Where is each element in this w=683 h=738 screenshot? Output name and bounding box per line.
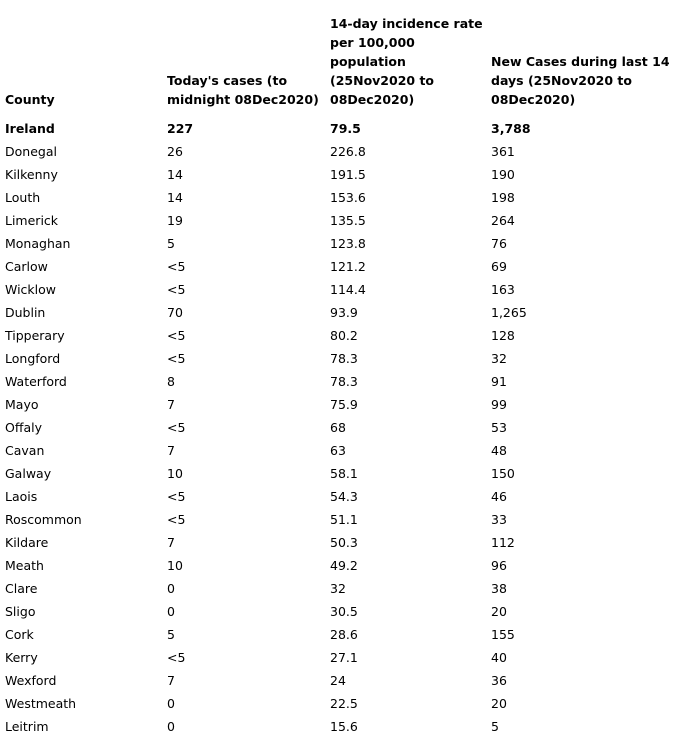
table-row bbox=[0, 393, 683, 416]
table-row bbox=[0, 324, 683, 347]
cell-incidence-rate: 30.5 bbox=[330, 604, 358, 619]
cell-incidence-rate: 79.5 bbox=[330, 121, 361, 136]
cell-new-cases: 96 bbox=[491, 558, 507, 573]
cell-new-cases: 76 bbox=[491, 236, 507, 251]
cell-todays-cases: 19 bbox=[167, 213, 183, 228]
cell-todays-cases: <5 bbox=[167, 282, 186, 297]
cell-county: Cork bbox=[5, 627, 34, 642]
table-row bbox=[0, 301, 683, 324]
cell-incidence-rate: 15.6 bbox=[330, 719, 358, 734]
table-row bbox=[0, 439, 683, 462]
cell-todays-cases: <5 bbox=[167, 489, 186, 504]
cell-new-cases: 163 bbox=[491, 282, 515, 297]
cell-incidence-rate: 28.6 bbox=[330, 627, 358, 642]
cell-incidence-rate: 135.5 bbox=[330, 213, 366, 228]
cell-county: Ireland bbox=[5, 121, 55, 136]
table-row bbox=[0, 347, 683, 370]
cell-incidence-rate: 123.8 bbox=[330, 236, 366, 251]
cell-new-cases: 91 bbox=[491, 374, 507, 389]
header-row bbox=[0, 14, 683, 109]
cell-incidence-rate: 51.1 bbox=[330, 512, 358, 527]
cell-county: Tipperary bbox=[5, 328, 65, 343]
table-row bbox=[0, 646, 683, 669]
cell-county: Louth bbox=[5, 190, 41, 205]
cell-county: Offaly bbox=[5, 420, 42, 435]
cell-incidence-rate: 78.3 bbox=[330, 351, 358, 366]
cell-county: Wexford bbox=[5, 673, 57, 688]
table-row bbox=[0, 462, 683, 485]
cell-incidence-rate: 153.6 bbox=[330, 190, 366, 205]
table-row bbox=[0, 577, 683, 600]
cell-todays-cases: <5 bbox=[167, 420, 186, 435]
cell-todays-cases: 70 bbox=[167, 305, 183, 320]
cell-incidence-rate: 27.1 bbox=[330, 650, 358, 665]
header-new-cases-14-days: New Cases during last 14 days (25Nov2020 to 08Dec2020) bbox=[491, 54, 670, 107]
cell-county: Dublin bbox=[5, 305, 46, 320]
cell-new-cases: 33 bbox=[491, 512, 507, 527]
cell-new-cases: 5 bbox=[491, 719, 499, 734]
cell-incidence-rate: 75.9 bbox=[330, 397, 358, 412]
cell-county: Kildare bbox=[5, 535, 49, 550]
cell-todays-cases: 14 bbox=[167, 190, 183, 205]
cell-todays-cases: 0 bbox=[167, 604, 175, 619]
cell-incidence-rate: 121.2 bbox=[330, 259, 366, 274]
county-cases-table bbox=[0, 14, 683, 738]
cell-incidence-rate: 80.2 bbox=[330, 328, 358, 343]
cell-todays-cases: 10 bbox=[167, 466, 183, 481]
cell-county: Kerry bbox=[5, 650, 38, 665]
cell-todays-cases: 5 bbox=[167, 627, 175, 642]
table-row bbox=[0, 232, 683, 255]
cell-county: Galway bbox=[5, 466, 52, 481]
cell-county: Limerick bbox=[5, 213, 59, 228]
cell-county: Laois bbox=[5, 489, 38, 504]
cell-new-cases: 198 bbox=[491, 190, 515, 205]
cell-county: Cavan bbox=[5, 443, 45, 458]
table-row bbox=[0, 485, 683, 508]
cell-county: Longford bbox=[5, 351, 61, 366]
cell-incidence-rate: 32 bbox=[330, 581, 346, 596]
cell-todays-cases: <5 bbox=[167, 351, 186, 366]
cell-new-cases: 128 bbox=[491, 328, 515, 343]
cell-todays-cases: 14 bbox=[167, 167, 183, 182]
cell-todays-cases: <5 bbox=[167, 328, 186, 343]
cell-new-cases: 20 bbox=[491, 604, 507, 619]
table-row bbox=[0, 554, 683, 577]
table-row bbox=[0, 370, 683, 393]
header-todays-cases: Today's cases (to midnight 08Dec2020) bbox=[167, 73, 319, 107]
header-county: County bbox=[5, 92, 55, 107]
cell-county: Clare bbox=[5, 581, 38, 596]
cell-county: Wicklow bbox=[5, 282, 57, 297]
cell-new-cases: 112 bbox=[491, 535, 515, 550]
table-row bbox=[0, 416, 683, 439]
cell-new-cases: 46 bbox=[491, 489, 507, 504]
cell-incidence-rate: 22.5 bbox=[330, 696, 358, 711]
cell-todays-cases: <5 bbox=[167, 512, 186, 527]
table-row bbox=[0, 209, 683, 232]
cell-new-cases: 20 bbox=[491, 696, 507, 711]
cell-todays-cases: 7 bbox=[167, 397, 175, 412]
cell-new-cases: 264 bbox=[491, 213, 515, 228]
cell-incidence-rate: 24 bbox=[330, 673, 346, 688]
cell-new-cases: 40 bbox=[491, 650, 507, 665]
cell-todays-cases: <5 bbox=[167, 259, 186, 274]
cell-incidence-rate: 50.3 bbox=[330, 535, 358, 550]
cell-incidence-rate: 114.4 bbox=[330, 282, 366, 297]
cell-new-cases: 99 bbox=[491, 397, 507, 412]
cell-incidence-rate: 58.1 bbox=[330, 466, 358, 481]
cell-county: Westmeath bbox=[5, 696, 77, 711]
cell-new-cases: 3,788 bbox=[491, 121, 531, 136]
cell-todays-cases: 0 bbox=[167, 581, 175, 596]
table-row bbox=[0, 715, 683, 738]
header-incidence-rate: 14-day incidence rate per 100,000 population (25Nov2020 to 08Dec2020) bbox=[330, 16, 483, 107]
spacer-row bbox=[0, 109, 683, 117]
cell-todays-cases: 7 bbox=[167, 535, 175, 550]
cell-todays-cases: 10 bbox=[167, 558, 183, 573]
table-row bbox=[0, 692, 683, 715]
table-row bbox=[0, 140, 683, 163]
table-row bbox=[0, 623, 683, 646]
cell-todays-cases: 5 bbox=[167, 236, 175, 251]
cell-county: Monaghan bbox=[5, 236, 71, 251]
cell-todays-cases: 7 bbox=[167, 673, 175, 688]
cell-todays-cases: 227 bbox=[167, 121, 194, 136]
cell-incidence-rate: 54.3 bbox=[330, 489, 358, 504]
cell-county: Waterford bbox=[5, 374, 67, 389]
table-row bbox=[0, 669, 683, 692]
national-total-row bbox=[0, 117, 683, 140]
cell-incidence-rate: 49.2 bbox=[330, 558, 358, 573]
cell-county: Donegal bbox=[5, 144, 57, 159]
cell-new-cases: 361 bbox=[491, 144, 515, 159]
cell-todays-cases: 7 bbox=[167, 443, 175, 458]
cell-county: Roscommon bbox=[5, 512, 82, 527]
table-row bbox=[0, 600, 683, 623]
table-row bbox=[0, 255, 683, 278]
cell-new-cases: 1,265 bbox=[491, 305, 527, 320]
cell-todays-cases: 0 bbox=[167, 696, 175, 711]
cell-todays-cases: 0 bbox=[167, 719, 175, 734]
table-row bbox=[0, 278, 683, 301]
cell-new-cases: 32 bbox=[491, 351, 507, 366]
cell-new-cases: 69 bbox=[491, 259, 507, 274]
cell-new-cases: 38 bbox=[491, 581, 507, 596]
table-row bbox=[0, 531, 683, 554]
cell-todays-cases: 8 bbox=[167, 374, 175, 389]
cell-new-cases: 48 bbox=[491, 443, 507, 458]
table-row bbox=[0, 163, 683, 186]
cell-incidence-rate: 63 bbox=[330, 443, 346, 458]
cell-new-cases: 190 bbox=[491, 167, 515, 182]
cell-incidence-rate: 68 bbox=[330, 420, 346, 435]
cell-incidence-rate: 191.5 bbox=[330, 167, 366, 182]
cell-county: Meath bbox=[5, 558, 44, 573]
cell-county: Carlow bbox=[5, 259, 48, 274]
table-row bbox=[0, 186, 683, 209]
cell-county: Leitrim bbox=[5, 719, 49, 734]
cell-incidence-rate: 226.8 bbox=[330, 144, 366, 159]
cell-new-cases: 36 bbox=[491, 673, 507, 688]
cell-todays-cases: <5 bbox=[167, 650, 186, 665]
cell-incidence-rate: 78.3 bbox=[330, 374, 358, 389]
cell-incidence-rate: 93.9 bbox=[330, 305, 358, 320]
cell-new-cases: 155 bbox=[491, 627, 515, 642]
cell-county: Mayo bbox=[5, 397, 39, 412]
cell-new-cases: 150 bbox=[491, 466, 515, 481]
cell-todays-cases: 26 bbox=[167, 144, 183, 159]
cell-county: Sligo bbox=[5, 604, 36, 619]
table-row bbox=[0, 508, 683, 531]
cell-county: Kilkenny bbox=[5, 167, 58, 182]
cell-new-cases: 53 bbox=[491, 420, 507, 435]
